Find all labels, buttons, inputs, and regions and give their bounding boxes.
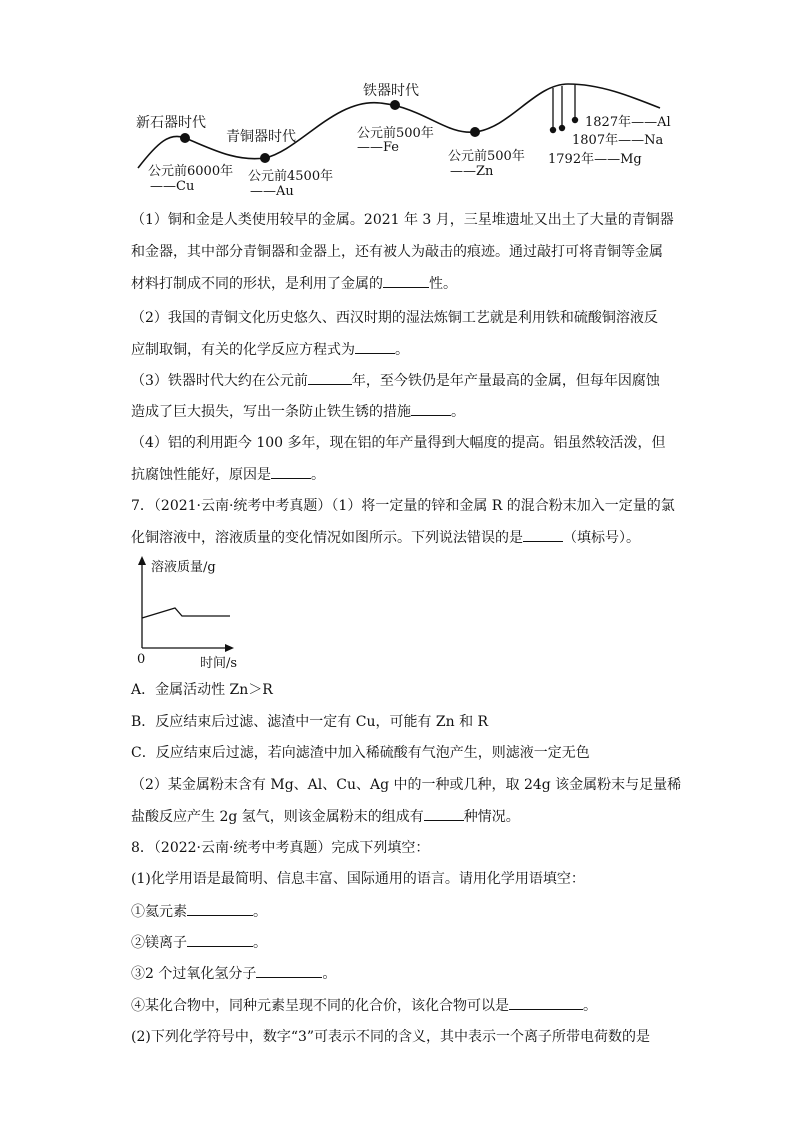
q7-answer-blank[interactable] <box>523 527 563 542</box>
q7-part2-line1: （2）某金属粉末含有 Mg、Al、Cu、Ag 中的一种或几种，取 24g 该金属粉末与足量稀 <box>131 777 682 793</box>
q7-option-b: B．反应结束后过滤、滤渣中一定有 Cu，可能有 Zn 和 R <box>131 714 489 730</box>
era-iron: 铁器时代 <box>363 83 419 99</box>
q6-part2-answer-blank[interactable] <box>355 339 395 354</box>
q7-line1: 7．（2021·云南·统考中考真题）（1）将一定量的锌和金属 R 的混合粉末加入一定量的氯 <box>131 498 675 514</box>
q6-part2-text: 应制取铜，有关的化学反应方程式为 <box>131 342 355 358</box>
na-marker-dot <box>550 127 556 133</box>
al-marker-dot <box>572 117 578 123</box>
era-bronze: 青铜器时代 <box>226 129 296 145</box>
q6-part3-measure-blank[interactable] <box>411 401 451 416</box>
q7-line2-text: 化铜溶液中，溶液质量的变化情况如图所示。下列说法错误的是 <box>131 530 523 546</box>
q8-item3 <box>131 963 336 984</box>
q6-part4-text: 抗腐蚀性能好，原因是 <box>131 467 271 483</box>
graph-y-arrow <box>138 556 146 565</box>
metal-history-timeline-figure <box>0 0 794 205</box>
q8-item1-answer-blank[interactable] <box>187 901 253 916</box>
era-neolithic: 新石器时代 <box>136 115 206 131</box>
mg-label: 1792年——Mg <box>548 152 642 167</box>
au-year-label: 公元前4500年 <box>248 169 334 184</box>
q8-item1-text: ①氦元素 <box>131 904 187 920</box>
q6-part3-line1 <box>131 370 660 391</box>
q7-line2 <box>131 527 640 548</box>
q6-part3-line2-text: 造成了巨大损失，写出一条防止铁生锈的措施 <box>131 404 411 420</box>
fe-point <box>390 100 400 110</box>
graph-y-label: 溶液质量/g <box>151 560 216 575</box>
zn-point <box>470 127 480 137</box>
au-point <box>260 153 270 163</box>
q6-part2-line1: （2）我国的青铜文化历史悠久、西汉时期的湿法炼铜工艺就是利用铁和硫酸铜溶液反 <box>131 310 658 326</box>
q6-part3-text: （3）铁器时代大约在公元前 <box>131 373 308 389</box>
cu-point <box>180 133 190 143</box>
q6-part3-line2 <box>131 401 465 422</box>
q8-item3-answer-blank[interactable] <box>256 963 322 978</box>
q7-part2-suffix: 种情况。 <box>463 809 520 825</box>
q7-part2-text: 盐酸反应产生 2g 氢气，则该金属粉末的组成有 <box>131 809 424 825</box>
graph-origin-label: 0 <box>137 652 146 667</box>
q8-item2-answer-blank[interactable] <box>187 932 253 947</box>
q8-item3-suffix: 。 <box>322 966 337 982</box>
graph-x-label: 时间/s <box>200 656 238 671</box>
graph-mass-line <box>142 608 230 618</box>
au-metal-label: ——Au <box>250 184 294 199</box>
q8-line2: (1)化学用语是最简明、信息丰富、国际通用的语言。请用化学用语填空： <box>131 871 585 887</box>
q7-part2-answer-blank[interactable] <box>424 806 464 821</box>
q8-item2-suffix: 。 <box>253 935 267 951</box>
graph-x-arrow <box>225 644 234 652</box>
q8-item2-text: ②镁离子 <box>131 935 187 951</box>
q8-item4 <box>131 995 597 1016</box>
q6-part1-line2: 和金器，其中部分青铜器和金器上，还有被人为敲击的痕迹。通过敲打可将青铜等金属 <box>131 244 663 260</box>
q6-part1-answer-blank[interactable] <box>383 273 429 288</box>
q6-part2-suffix: 。 <box>395 342 409 358</box>
q6-part2-line2 <box>131 339 409 360</box>
zn-metal-label: ——Zn <box>450 164 494 179</box>
q6-part1-line1: （1）铜和金是人类使用较早的金属。2021 年 3 月，三星堆遗址又出土了大量的青铜器 <box>131 212 674 228</box>
q8-item4-text: ④某化合物中，同种元素呈现不同的化合价，该化合物可以是 <box>131 998 509 1014</box>
q6-part3-suffix: 。 <box>451 404 465 420</box>
q6-part3-year-blank[interactable] <box>308 370 352 385</box>
q8-item1 <box>131 901 267 922</box>
q6-part4-line2 <box>131 464 325 485</box>
cu-metal-label: ——Cu <box>150 179 195 194</box>
q6-part4-answer-blank[interactable] <box>271 464 311 479</box>
q6-part4-line1: （4）铝的利用距今 100 多年，现在铝的年产量得到大幅度的提高。铝虽然较活泼，但 <box>131 435 666 451</box>
q7-part2-line2 <box>131 806 520 827</box>
q6-part3-text-cont: 年，至今铁仍是年产量最高的金属，但每年因腐蚀 <box>351 373 660 389</box>
zn-year-label: 公元前500年 <box>448 149 525 164</box>
q7-option-c: C．反应结束后过滤，若向滤渣中加入稀硫酸有气泡产生，则滤液一定无色 <box>131 745 590 761</box>
q8-item1-suffix: 。 <box>253 904 267 920</box>
q8-item2 <box>131 932 267 953</box>
mg-marker-dot <box>559 125 565 131</box>
q6-part1-suffix: 性。 <box>429 276 457 292</box>
al-label: 1827年——Al <box>585 115 671 130</box>
q7-option-a: A．金属活动性 Zn＞R <box>131 682 273 698</box>
q6-part1-text: 材料打制成不同的形状，是利用了金属的 <box>131 276 383 292</box>
na-label: 1807年——Na <box>572 133 664 148</box>
q6-part1-line3 <box>131 273 457 294</box>
q8-item3-text: ③2 个过氧化氢分子 <box>131 966 257 982</box>
q8-line1: 8．（2022·云南·统考中考真题）完成下列填空： <box>131 840 430 856</box>
fe-year-label: 公元前500年 <box>357 126 434 141</box>
q7-line2-suffix: （填标号）。 <box>563 530 640 546</box>
q6-part4-suffix: 。 <box>311 467 325 483</box>
fe-metal-label: ——Fe <box>357 140 400 155</box>
q8-line3: (2)下列化学符号中，数字“3”可表示不同的含义，其中表示一个离子所带电荷数的是 <box>131 1029 651 1045</box>
cu-year-label: 公元前6000年 <box>148 164 234 179</box>
q8-item4-answer-blank[interactable] <box>509 995 583 1010</box>
q8-item4-suffix: 。 <box>583 998 597 1014</box>
